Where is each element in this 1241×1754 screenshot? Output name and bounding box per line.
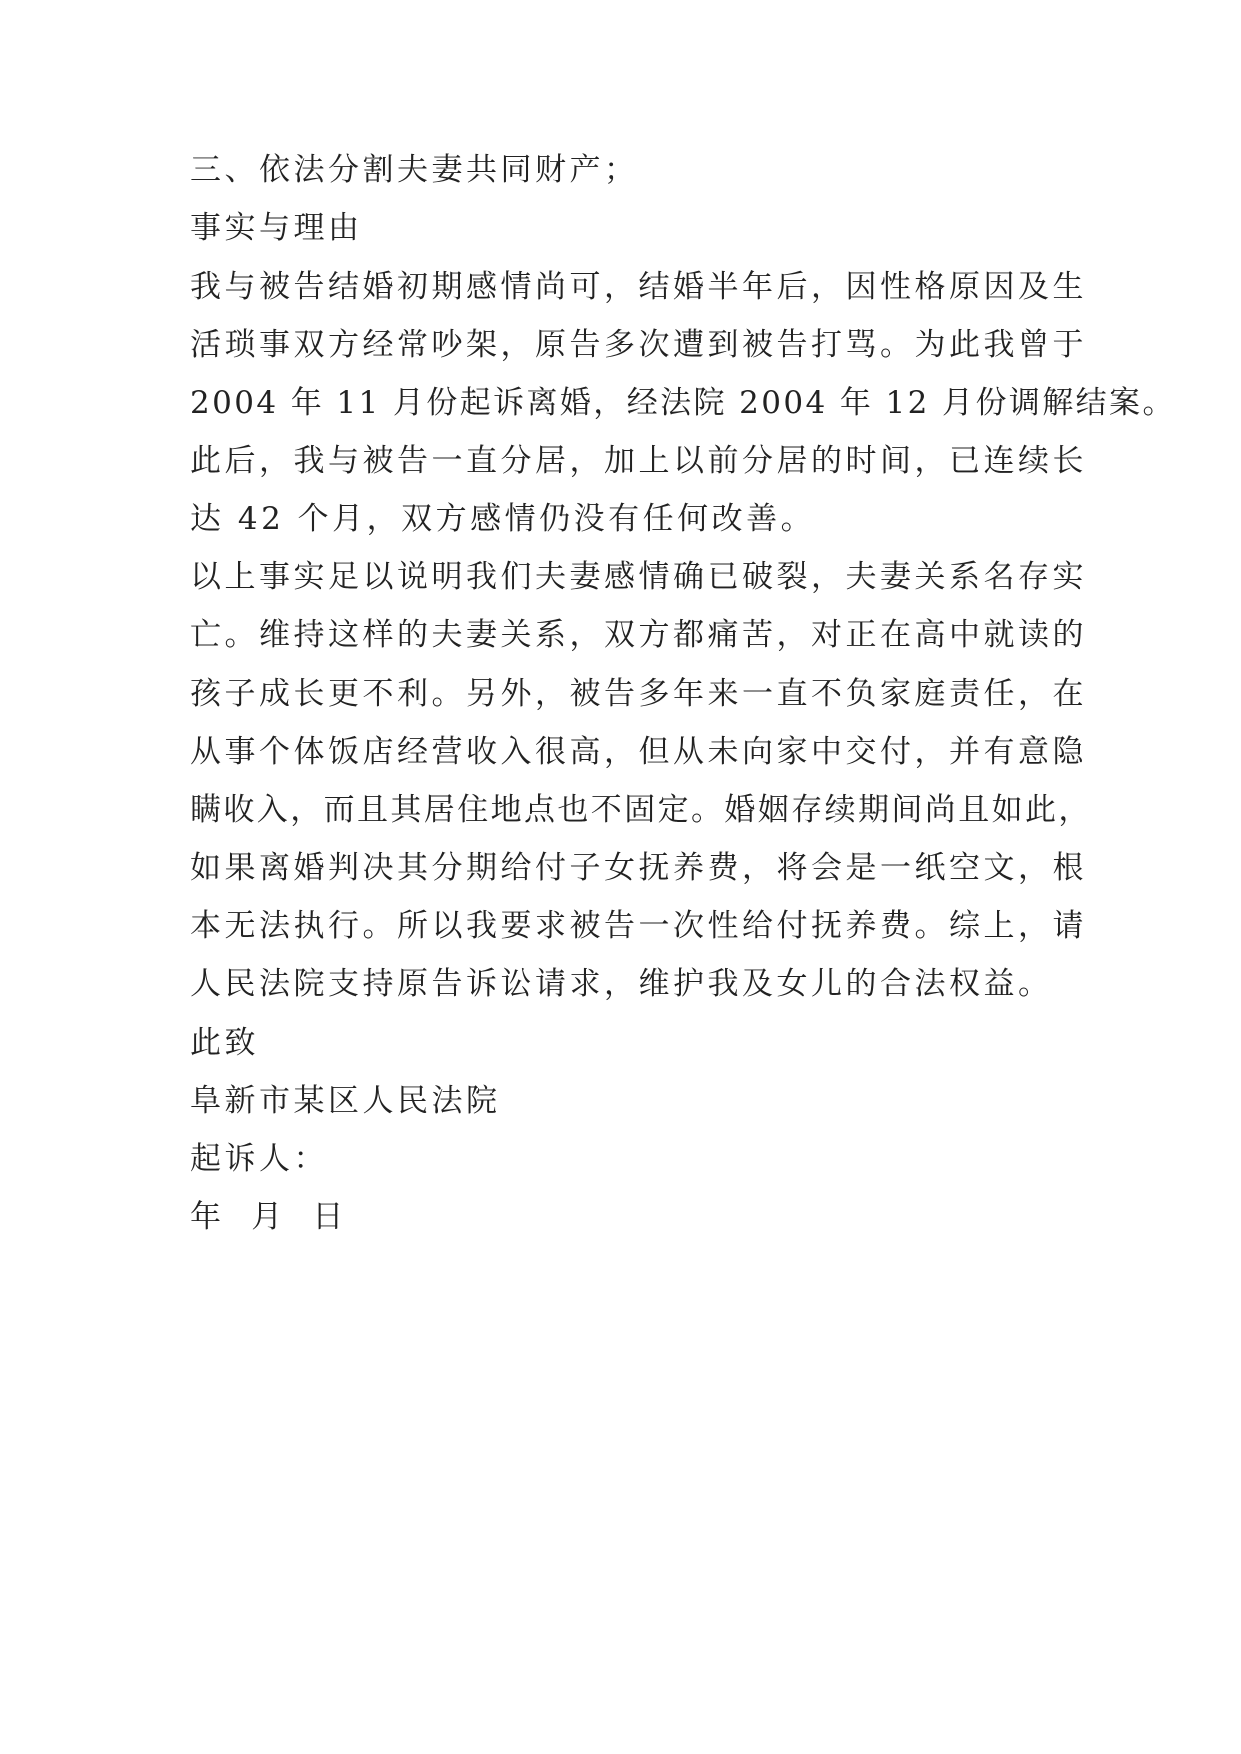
body-text-line: 亡。维持这样的夫妻关系，双方都痛苦，对正在高中就读的 (190, 617, 1087, 653)
body-text-line: 人民法院支持原告诉讼请求，维护我及女儿的合法权益。 (190, 966, 1053, 1002)
body-text-line: 以上事实足以说明我们夫妻感情确已破裂，夫妻关系名存实 (190, 559, 1087, 595)
body-text-line: 达 42 个月，双方感情仍没有任何改善。 (190, 501, 816, 537)
closing-salutation: 此致 (190, 1025, 259, 1061)
body-text-line: 我与被告结婚初期感情尚可，结婚半年后，因性格原因及生 (190, 269, 1087, 305)
date-line: 年 月 日 (190, 1199, 347, 1235)
body-text-line: 本无法执行。所以我要求被告一次性给付抚养费。综上，请 (190, 908, 1087, 944)
body-text-line: 瞒收入，而且其居住地点也不固定。婚姻存续期间尚且如此， (190, 792, 1092, 828)
body-text-line: 孩子成长更不利。另外，被告多年来一直不负家庭责任，在 (190, 676, 1087, 712)
body-text-line: 从事个体饭店经营收入很高，但从未向家中交付，并有意隐 (190, 734, 1087, 770)
claim-item-3: 三、依法分割夫妻共同财产； (190, 152, 639, 188)
plaintiff-signature-label: 起诉人： (190, 1141, 328, 1177)
court-name: 阜新市某区人民法院 (190, 1083, 501, 1119)
body-text-line: 2004 年 11 月份起诉离婚，经法院 2004 年 12 月份调解结案。 (190, 385, 1176, 421)
body-text-line: 活琐事双方经常吵架，原告多次遭到被告打骂。为此我曾于 (190, 327, 1087, 363)
body-text-line: 如果离婚判决其分期给付子女抚养费，将会是一纸空文，根 (190, 850, 1087, 886)
body-text-line: 此后，我与被告一直分居，加上以前分居的时间，已连续长 (190, 443, 1087, 479)
section-heading-facts-and-reasons: 事实与理由 (190, 210, 363, 246)
